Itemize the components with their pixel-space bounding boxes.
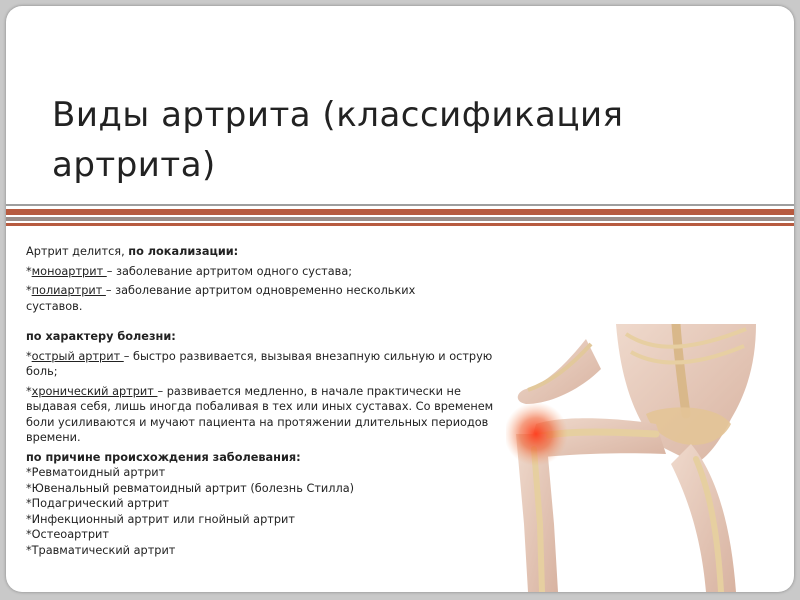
list-item: *Остеоартрит [26,528,109,541]
section-heading: по причине происхождения заболевания: [26,450,301,464]
list-item: *Травматический артрит [26,543,176,557]
section-heading: по характеру болезни: [26,330,176,343]
list-item: *Ревматоидный артрит [26,466,166,479]
list-item: *моноартрит – заболевание артритом одного сустава; [26,264,353,278]
slide-title: Виды артрита (классификация артрита) [52,95,624,185]
intro-line: Артрит делится, по локализации: [26,245,239,258]
list-item: *Инфекционный артрит или гнойный артрит [26,512,295,526]
list-item: *хронический артрит – развивается медленно, в начале практически не выдавая себя, лишь иногда побаливая в тех или иных суставах. Со временем боли усиливаются и мучают пациента на протяжении длительных периодов времени. [26,384,494,444]
title-divider [6,204,794,226]
list-item: *острый артрит – быстро развивается, вызывая внезапную сильную и острую боль; [26,349,493,378]
list-item: *полиартрит – заболевание артритом одновременно нескольких суставов. [26,284,416,313]
slide [6,6,794,592]
classification-text [26,244,506,558]
knee-anatomy-illustration [506,324,794,592]
list-item: *Ювенальный ревматоидный артрит (болезнь Стилла) [26,481,355,495]
list-item: *Подагрический артрит [26,497,169,510]
